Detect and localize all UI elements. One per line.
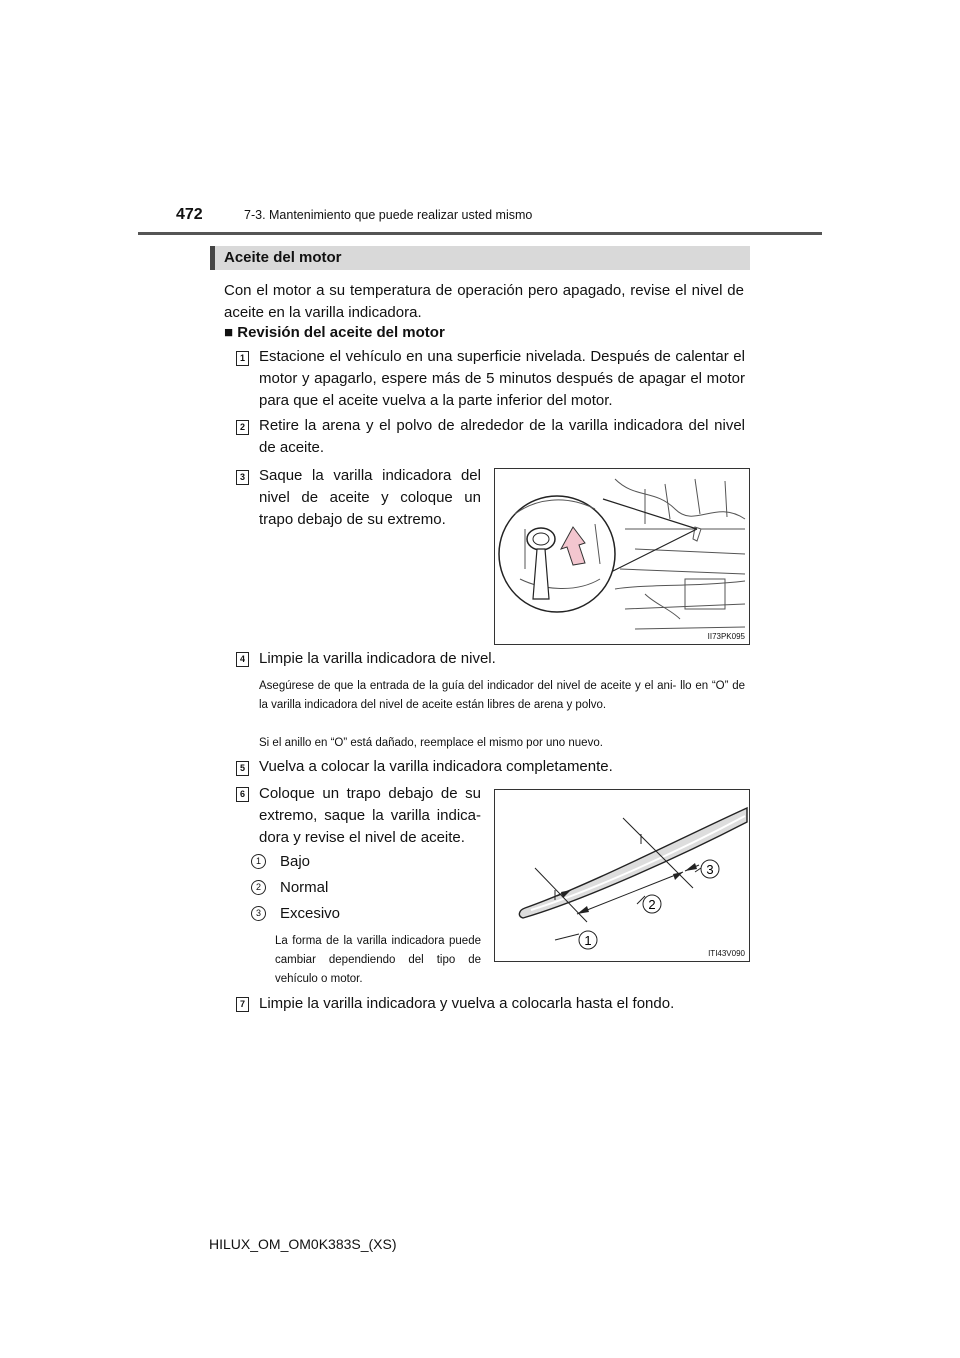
subheading [224,324,445,341]
step-number-7: 7 [236,997,249,1012]
step-4-text: Limpie la varilla indicadora de nivel. [259,650,496,667]
step-4-note-oring: Si el anillo en “O” está dañado, reemplace el mismo por uno nuevo. [259,737,603,749]
engine-figure-code: II73PK095 [707,632,745,641]
step-number-5: 5 [236,761,249,776]
footer-code: HILUX_OM_OM0K383S_(XS) [209,1236,397,1252]
step-number-3: 3 [236,470,249,485]
level-number-1: 1 [251,854,266,869]
level-number-2: 2 [251,880,266,895]
dipstick-figure [494,789,750,962]
step-number-1: 1 [236,351,249,366]
level-number-3: 3 [251,906,266,921]
page-number: 472 [176,206,203,223]
callout-3: 3 [706,862,714,877]
dipstick-figure-code: ITI43V090 [708,949,745,958]
step-number-6: 6 [236,787,249,802]
step-7-text: Limpie la varilla indicadora y vuelva a colocarla hasta el fondo. [259,995,675,1012]
level-label-low: Bajo [280,853,311,870]
subheading-text: Revisión del aceite del motor [237,324,445,341]
engine-figure [494,468,750,645]
subheading-marker: ■ [224,324,234,341]
step-6-note: La forma de la varilla indicadora puede cambiar dependiendo del tipo de vehículo o motor. [275,935,481,985]
step-3-text: Saque la varilla indicadora del nivel de aceite y coloque un trapo debajo de su extremo. [259,467,481,528]
engine-illustration [495,469,749,644]
callout-1: 1 [584,933,592,948]
intro-paragraph: Con el motor a su temperatura de operación pero apagado, revise el nivel de aceite en la varilla indicadora. [224,282,744,321]
step-1-text: Estacione el vehículo en una superficie nivelada. Después de calentar el motor y apagarlo, espere más de 5 minutos después de apagar el motor para que el aceite vuelva a la parte inferior del motor. [259,348,745,409]
step-6-text: Coloque un trapo debajo de su extremo, saque la varilla indica- dora y revise el nivel de aceite. [259,785,481,846]
callout-2: 2 [648,897,656,912]
running-header: 7-3. Mantenimiento que puede realizar usted mismo [244,208,533,222]
step-number-4: 4 [236,652,249,667]
section-title: Aceite del motor [224,249,342,266]
section-title-bar [210,246,750,270]
dipstick-illustration [495,790,749,961]
header-rule [138,232,822,235]
level-label-excessive: Excesivo [280,905,341,922]
step-2-text: Retire la arena y el polvo de alrededor de la varilla indicadora del nivel de aceite. [259,417,745,456]
step-number-2: 2 [236,420,249,435]
step-4-note: Asegúrese de que la entrada de la guía del indicador del nivel de aceite y el ani- llo en “O” de la varilla indicadora del nivel de aceite están libres de arena y polvo. [259,680,745,711]
level-label-normal: Normal [280,879,329,896]
step-5-text: Vuelva a colocar la varilla indicadora completamente. [259,758,613,775]
section-bar-edge [210,246,215,270]
